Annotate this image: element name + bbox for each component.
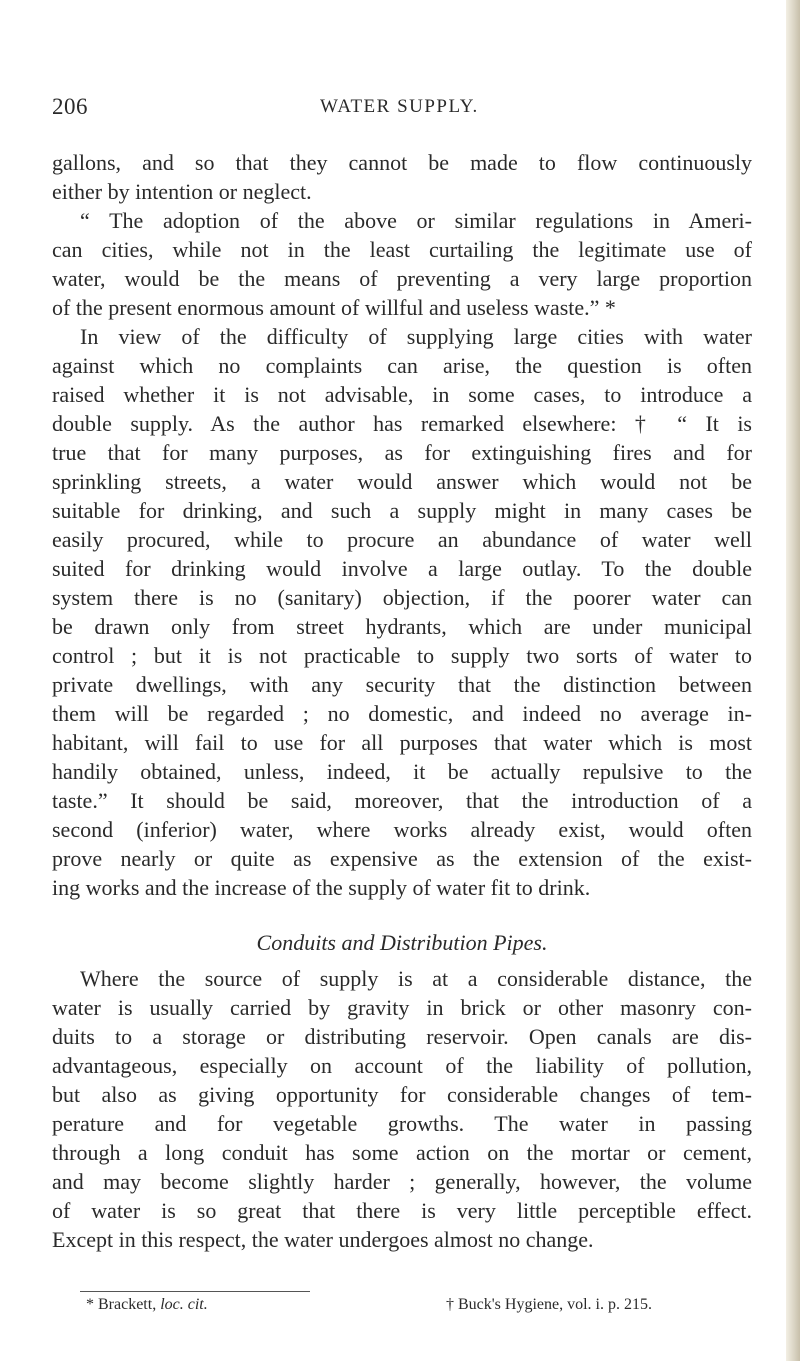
page-edge (786, 0, 800, 1361)
page-header (52, 94, 752, 124)
text-line: easily procured, while to procure an abundance of water well (52, 527, 752, 552)
text-line: double supply. As the author has remarked elsewhere: † “ It is (52, 411, 752, 436)
text-line: can cities, while not in the least curtailing the legitimate use of (52, 237, 752, 262)
text-line: handily obtained, unless, indeed, it be actually repulsive to the (52, 759, 752, 784)
text-line: either by intention or neglect. (52, 179, 312, 204)
page-number: 206 (52, 94, 88, 119)
text-line: water, would be the means of preventing a very large proportion (52, 266, 752, 291)
text-line: suitable for drinking, and such a supply might in many cases be (52, 498, 752, 523)
text-line: through a long conduit has some action on the mortar or cement, (52, 1140, 752, 1165)
text-line: In view of the difficulty of supplying large cities with water (80, 324, 752, 349)
text-line: ing works and the increase of the supply of water fit to drink. (52, 875, 591, 900)
text-line: be drawn only from street hydrants, which are under municipal (52, 614, 752, 639)
text-line: and may become slightly harder ; generally, however, the volume (52, 1169, 752, 1194)
text-line: taste.” It should be said, moreover, that the introduction of a (52, 788, 752, 813)
footnotes (86, 1296, 726, 1318)
text-line: Except in this respect, the water undergoes almost no change. (52, 1227, 594, 1252)
footnote-brackett-ref: loc. cit. (160, 1296, 208, 1313)
text-line: advantageous, especially on account of the liability of pollution, (52, 1053, 752, 1078)
section-heading: Conduits and Distribution Pipes. (256, 930, 548, 955)
text-line: control ; but it is not practicable to supply two sorts of water to (52, 643, 752, 668)
text-line: but also as giving opportunity for considerable changes of tem- (52, 1082, 752, 1107)
text-line: them will be regarded ; no domestic, and indeed no average in- (52, 701, 752, 726)
text-line: suited for drinking would involve a large outlay. To the double (52, 556, 752, 581)
footnote-brackett (86, 1296, 208, 1314)
text-line: raised whether it is not advisable, in some cases, to introduce a (52, 382, 752, 407)
text-line: prove nearly or quite as expensive as the extension of the exist- (52, 846, 752, 871)
text-line: of the present enormous amount of willful and useless waste.” * (52, 295, 616, 320)
text-line: system there is no (sanitary) objection, if the poorer water can (52, 585, 752, 610)
text-line: private dwellings, with any security that the distinction between (52, 672, 752, 697)
text-line: of water is so great that there is very little perceptible effect. (52, 1198, 752, 1223)
paragraph-conduits (52, 964, 752, 1254)
text-line: perature and for vegetable growths. The water in passing (52, 1111, 752, 1136)
text-line: second (inferior) water, where works already exist, would often (52, 817, 752, 842)
body-text (52, 148, 752, 1254)
text-line: sprinkling streets, a water would answer which would not be (52, 469, 752, 494)
running-head: WATER SUPPLY. (320, 96, 479, 117)
paragraph-double-supply (52, 322, 752, 902)
paragraph-continuation (52, 148, 752, 206)
paragraph-quotation (52, 206, 752, 322)
footnote-buck: † Buck's Hygiene, vol. i. p. 215. (446, 1296, 652, 1313)
text-line: Where the source of supply is at a considerable distance, the (80, 966, 752, 991)
text-line: duits to a storage or distributing reservoir. Open canals are dis- (52, 1024, 752, 1049)
text-line: true that for many purposes, as for extinguishing fires and for (52, 440, 752, 465)
footnote-rule (80, 1291, 310, 1292)
text-line: gallons, and so that they cannot be made to flow continuously (52, 150, 752, 175)
text-line: “ The adoption of the above or similar regulations in Ameri- (80, 208, 752, 233)
text-line: against which no complaints can arise, the question is often (52, 353, 752, 378)
text-line: habitant, will fail to use for all purposes that water which is most (52, 730, 752, 755)
footnote-brackett-marker: * Brackett, (86, 1296, 157, 1313)
text-line: water is usually carried by gravity in brick or other masonry con- (52, 995, 752, 1020)
